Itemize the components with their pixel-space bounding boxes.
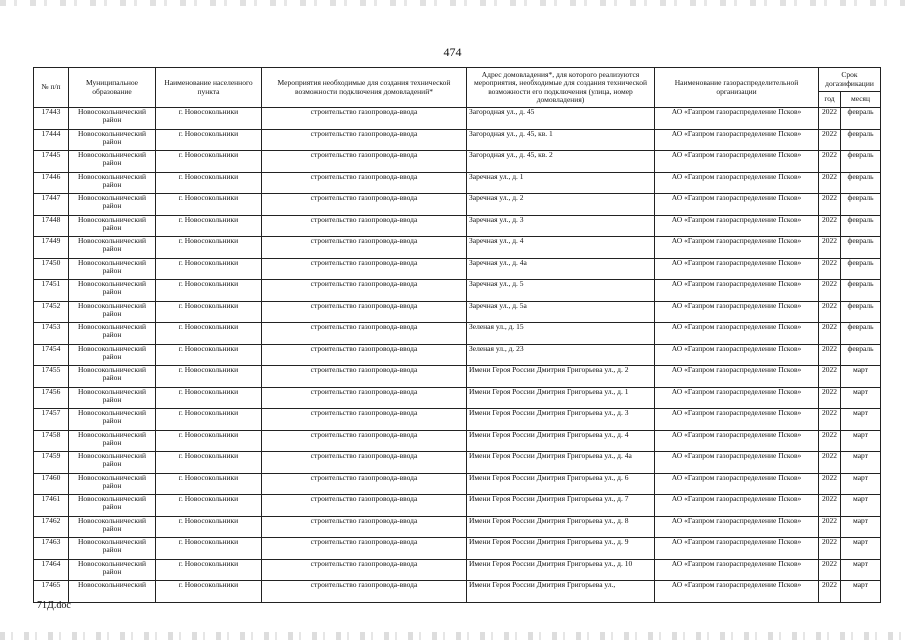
row-month: февраль bbox=[841, 108, 881, 130]
row-month: февраль bbox=[841, 172, 881, 194]
row-address: Заречная ул., д. 4 bbox=[467, 237, 655, 259]
row-gdo: АО «Газпром газораспределение Псков» bbox=[655, 538, 819, 560]
row-measure: строительство газопровода-ввода bbox=[262, 258, 467, 280]
row-settlement: г. Новосокольники bbox=[156, 237, 262, 259]
row-settlement: г. Новосокольники bbox=[156, 280, 262, 302]
row-gdo: АО «Газпром газораспределение Псков» bbox=[655, 108, 819, 130]
row-address: Имени Героя России Дмитрия Григорьева ул., д. 4а bbox=[467, 452, 655, 474]
row-month: март bbox=[841, 473, 881, 495]
row-municipality: Новосокольнический район bbox=[69, 258, 156, 280]
row-month: февраль bbox=[841, 129, 881, 151]
row-municipality: Новосокольнический район bbox=[69, 516, 156, 538]
row-gdo: АО «Газпром газораспределение Псков» bbox=[655, 581, 819, 603]
table-row bbox=[34, 237, 881, 259]
row-address: Имени Героя России Дмитрия Григорьева ул., д. 3 bbox=[467, 409, 655, 431]
row-number: 17459 bbox=[34, 452, 69, 474]
table-row bbox=[34, 516, 881, 538]
table-row bbox=[34, 194, 881, 216]
row-year: 2022 bbox=[819, 430, 841, 452]
row-address: Заречная ул., д. 5 bbox=[467, 280, 655, 302]
row-year: 2022 bbox=[819, 108, 841, 130]
row-measure: строительство газопровода-ввода bbox=[262, 323, 467, 345]
row-month: март bbox=[841, 559, 881, 581]
row-month: февраль bbox=[841, 258, 881, 280]
row-gdo: АО «Газпром газораспределение Псков» bbox=[655, 516, 819, 538]
row-measure: строительство газопровода-ввода bbox=[262, 473, 467, 495]
row-year: 2022 bbox=[819, 495, 841, 517]
row-municipality: Новосокольнический bbox=[69, 581, 156, 603]
row-year: 2022 bbox=[819, 538, 841, 560]
row-municipality: Новосокольнический район bbox=[69, 215, 156, 237]
row-year: 2022 bbox=[819, 452, 841, 474]
row-month: март bbox=[841, 538, 881, 560]
header-address: Адрес домовладения*, для которого реализуются мероприятия, необходимые для создания технической возможности его подключения (улица, номер домовладения) bbox=[467, 68, 655, 108]
row-municipality: Новосокольнический район bbox=[69, 151, 156, 173]
row-year: 2022 bbox=[819, 280, 841, 302]
row-measure: строительство газопровода-ввода bbox=[262, 581, 467, 603]
row-municipality: Новосокольнический район bbox=[69, 194, 156, 216]
row-year: 2022 bbox=[819, 237, 841, 259]
header-num: № п/п bbox=[34, 68, 69, 108]
scan-noise-top bbox=[0, 0, 905, 6]
row-settlement: г. Новосокольники bbox=[156, 581, 262, 603]
row-settlement: г. Новосокольники bbox=[156, 495, 262, 517]
row-number: 17446 bbox=[34, 172, 69, 194]
row-number: 17462 bbox=[34, 516, 69, 538]
row-measure: строительство газопровода-ввода bbox=[262, 129, 467, 151]
row-measure: строительство газопровода-ввода bbox=[262, 430, 467, 452]
row-gdo: АО «Газпром газораспределение Псков» bbox=[655, 495, 819, 517]
row-year: 2022 bbox=[819, 151, 841, 173]
table-row bbox=[34, 301, 881, 323]
row-number: 17450 bbox=[34, 258, 69, 280]
row-year: 2022 bbox=[819, 473, 841, 495]
row-number: 17456 bbox=[34, 387, 69, 409]
row-gdo: АО «Газпром газораспределение Псков» bbox=[655, 194, 819, 216]
row-municipality: Новосокольнический район bbox=[69, 108, 156, 130]
row-gdo: АО «Газпром газораспределение Псков» bbox=[655, 258, 819, 280]
page-number: 474 bbox=[443, 45, 462, 59]
row-month: февраль bbox=[841, 151, 881, 173]
row-year: 2022 bbox=[819, 323, 841, 345]
row-address: Заречная ул., д. 3 bbox=[467, 215, 655, 237]
row-gdo: АО «Газпром газораспределение Псков» bbox=[655, 129, 819, 151]
row-gdo: АО «Газпром газораспределение Псков» bbox=[655, 473, 819, 495]
header-measures: Мероприятия необходимые для создания технической возможности подключения домовладений* bbox=[262, 68, 467, 108]
table-row bbox=[34, 452, 881, 474]
footer-filename: 71Д.doc bbox=[37, 600, 71, 611]
row-month: февраль bbox=[841, 344, 881, 366]
row-year: 2022 bbox=[819, 129, 841, 151]
row-year: 2022 bbox=[819, 581, 841, 603]
row-address: Заречная ул., д. 4а bbox=[467, 258, 655, 280]
row-gdo: АО «Газпром газораспределение Псков» bbox=[655, 151, 819, 173]
table-row bbox=[34, 366, 881, 388]
row-number: 17454 bbox=[34, 344, 69, 366]
row-gdo: АО «Газпром газораспределение Псков» bbox=[655, 301, 819, 323]
row-municipality: Новосокольнический район bbox=[69, 538, 156, 560]
row-municipality: Новосокольнический район bbox=[69, 495, 156, 517]
row-year: 2022 bbox=[819, 387, 841, 409]
table-row bbox=[34, 108, 881, 130]
row-gdo: АО «Газпром газораспределение Псков» bbox=[655, 237, 819, 259]
row-number: 17464 bbox=[34, 559, 69, 581]
row-month: март bbox=[841, 387, 881, 409]
row-municipality: Новосокольнический район bbox=[69, 409, 156, 431]
row-year: 2022 bbox=[819, 194, 841, 216]
row-year: 2022 bbox=[819, 172, 841, 194]
row-number: 17453 bbox=[34, 323, 69, 345]
row-municipality: Новосокольнический район bbox=[69, 237, 156, 259]
row-month: февраль bbox=[841, 280, 881, 302]
row-settlement: г. Новосокольники bbox=[156, 452, 262, 474]
row-number: 17455 bbox=[34, 366, 69, 388]
row-municipality: Новосокольнический район bbox=[69, 172, 156, 194]
row-municipality: Новосокольнический район bbox=[69, 473, 156, 495]
row-municipality: Новосокольнический район bbox=[69, 366, 156, 388]
row-address: Имени Героя России Дмитрия Григорьева ул., д. 7 bbox=[467, 495, 655, 517]
row-address: Заречная ул., д. 2 bbox=[467, 194, 655, 216]
row-municipality: Новосокольнический район bbox=[69, 301, 156, 323]
table-row bbox=[34, 559, 881, 581]
row-number: 17448 bbox=[34, 215, 69, 237]
row-year: 2022 bbox=[819, 559, 841, 581]
row-address: Зеленая ул., д. 15 bbox=[467, 323, 655, 345]
table-row bbox=[34, 129, 881, 151]
table-row bbox=[34, 344, 881, 366]
row-year: 2022 bbox=[819, 409, 841, 431]
row-settlement: г. Новосокольники bbox=[156, 430, 262, 452]
row-gdo: АО «Газпром газораспределение Псков» bbox=[655, 323, 819, 345]
row-month: февраль bbox=[841, 215, 881, 237]
header-year: год bbox=[819, 92, 841, 108]
scan-noise-bottom bbox=[0, 632, 905, 640]
row-gdo: АО «Газпром газораспределение Псков» bbox=[655, 452, 819, 474]
table-row bbox=[34, 538, 881, 560]
row-settlement: г. Новосокольники bbox=[156, 344, 262, 366]
row-municipality: Новосокольнический район bbox=[69, 387, 156, 409]
row-address: Загородная ул., д. 45, кв. 2 bbox=[467, 151, 655, 173]
row-settlement: г. Новосокольники bbox=[156, 366, 262, 388]
gasification-table bbox=[33, 67, 881, 603]
header-gdo: Наименование газораспределительной организации bbox=[655, 68, 819, 108]
table-row bbox=[34, 151, 881, 173]
row-measure: строительство газопровода-ввода bbox=[262, 108, 467, 130]
row-month: март bbox=[841, 495, 881, 517]
row-number: 17461 bbox=[34, 495, 69, 517]
row-address: Имени Героя России Дмитрия Григорьева ул., д. 4 bbox=[467, 430, 655, 452]
row-number: 17449 bbox=[34, 237, 69, 259]
row-address: Загородная ул., д. 45, кв. 1 bbox=[467, 129, 655, 151]
header-deadline: Срок догазификации bbox=[819, 68, 881, 92]
row-municipality: Новосокольнический район bbox=[69, 323, 156, 345]
row-measure: строительство газопровода-ввода bbox=[262, 215, 467, 237]
row-address: Имени Героя России Дмитрия Григорьева ул., д. 8 bbox=[467, 516, 655, 538]
row-address: Имени Героя России Дмитрия Григорьева ул., д. 6 bbox=[467, 473, 655, 495]
table-row bbox=[34, 258, 881, 280]
row-number: 17445 bbox=[34, 151, 69, 173]
table-row bbox=[34, 473, 881, 495]
row-measure: строительство газопровода-ввода bbox=[262, 301, 467, 323]
row-settlement: г. Новосокольники bbox=[156, 108, 262, 130]
table-header bbox=[34, 68, 881, 108]
row-address: Заречная ул., д. 5а bbox=[467, 301, 655, 323]
table-row bbox=[34, 323, 881, 345]
row-month: март bbox=[841, 581, 881, 603]
row-month: март bbox=[841, 516, 881, 538]
row-measure: строительство газопровода-ввода bbox=[262, 237, 467, 259]
row-settlement: г. Новосокольники bbox=[156, 172, 262, 194]
row-settlement: г. Новосокольники bbox=[156, 301, 262, 323]
row-gdo: АО «Газпром газораспределение Псков» bbox=[655, 387, 819, 409]
row-month: февраль bbox=[841, 237, 881, 259]
row-gdo: АО «Газпром газораспределение Псков» bbox=[655, 430, 819, 452]
header-month: месяц bbox=[841, 92, 881, 108]
row-number: 17463 bbox=[34, 538, 69, 560]
row-gdo: АО «Газпром газораспределение Псков» bbox=[655, 366, 819, 388]
row-number: 17458 bbox=[34, 430, 69, 452]
row-settlement: г. Новосокольники bbox=[156, 258, 262, 280]
row-gdo: АО «Газпром газораспределение Псков» bbox=[655, 344, 819, 366]
table-row bbox=[34, 387, 881, 409]
row-address: Зеленая ул., д. 23 bbox=[467, 344, 655, 366]
row-number: 17451 bbox=[34, 280, 69, 302]
row-municipality: Новосокольнический район bbox=[69, 280, 156, 302]
row-municipality: Новосокольнический район bbox=[69, 344, 156, 366]
row-measure: строительство газопровода-ввода bbox=[262, 280, 467, 302]
row-measure: строительство газопровода-ввода bbox=[262, 538, 467, 560]
row-gdo: АО «Газпром газораспределение Псков» bbox=[655, 172, 819, 194]
row-municipality: Новосокольнический район bbox=[69, 129, 156, 151]
row-municipality: Новосокольнический район bbox=[69, 430, 156, 452]
row-address: Заречная ул., д. 1 bbox=[467, 172, 655, 194]
table-body bbox=[34, 108, 881, 603]
row-year: 2022 bbox=[819, 258, 841, 280]
row-year: 2022 bbox=[819, 366, 841, 388]
row-measure: строительство газопровода-ввода bbox=[262, 387, 467, 409]
row-gdo: АО «Газпром газораспределение Псков» bbox=[655, 409, 819, 431]
row-settlement: г. Новосокольники bbox=[156, 387, 262, 409]
table-row bbox=[34, 581, 881, 603]
row-settlement: г. Новосокольники bbox=[156, 215, 262, 237]
table-row bbox=[34, 430, 881, 452]
row-municipality: Новосокольнический район bbox=[69, 559, 156, 581]
row-address: Имени Героя России Дмитрия Григорьева ул., д. 2 bbox=[467, 366, 655, 388]
row-measure: строительство газопровода-ввода bbox=[262, 495, 467, 517]
row-settlement: г. Новосокольники bbox=[156, 323, 262, 345]
row-settlement: г. Новосокольники bbox=[156, 409, 262, 431]
row-month: февраль bbox=[841, 301, 881, 323]
row-number: 17444 bbox=[34, 129, 69, 151]
row-gdo: АО «Газпром газораспределение Псков» bbox=[655, 559, 819, 581]
row-settlement: г. Новосокольники bbox=[156, 129, 262, 151]
row-measure: строительство газопровода-ввода bbox=[262, 344, 467, 366]
row-measure: строительство газопровода-ввода bbox=[262, 172, 467, 194]
row-month: февраль bbox=[841, 323, 881, 345]
row-settlement: г. Новосокольники bbox=[156, 151, 262, 173]
row-measure: строительство газопровода-ввода bbox=[262, 151, 467, 173]
row-settlement: г. Новосокольники bbox=[156, 473, 262, 495]
row-measure: строительство газопровода-ввода bbox=[262, 516, 467, 538]
row-address: Имени Героя России Дмитрия Григорьева ул., д. 9 bbox=[467, 538, 655, 560]
row-address: Имени Героя России Дмитрия Григорьева ул., д. 10 bbox=[467, 559, 655, 581]
row-year: 2022 bbox=[819, 344, 841, 366]
row-municipality: Новосокольнический район bbox=[69, 452, 156, 474]
row-gdo: АО «Газпром газораспределение Псков» bbox=[655, 215, 819, 237]
row-measure: строительство газопровода-ввода bbox=[262, 409, 467, 431]
row-address: Загородная ул., д. 45 bbox=[467, 108, 655, 130]
table-row bbox=[34, 495, 881, 517]
header-municipality: Муниципальное образование bbox=[69, 68, 156, 108]
row-gdo: АО «Газпром газораспределение Псков» bbox=[655, 280, 819, 302]
row-address: Имени Героя России Дмитрия Григорьева ул., д. 1 bbox=[467, 387, 655, 409]
table-row bbox=[34, 280, 881, 302]
table-row bbox=[34, 172, 881, 194]
table-row bbox=[34, 215, 881, 237]
row-settlement: г. Новосокольники bbox=[156, 559, 262, 581]
row-measure: строительство газопровода-ввода bbox=[262, 194, 467, 216]
row-measure: строительство газопровода-ввода bbox=[262, 452, 467, 474]
header-settlement: Наименование населенного пункта bbox=[156, 68, 262, 108]
row-number: 17460 bbox=[34, 473, 69, 495]
row-number: 17443 bbox=[34, 108, 69, 130]
row-measure: строительство газопровода-ввода bbox=[262, 559, 467, 581]
row-number: 17447 bbox=[34, 194, 69, 216]
row-month: март bbox=[841, 452, 881, 474]
row-month: март bbox=[841, 409, 881, 431]
row-year: 2022 bbox=[819, 215, 841, 237]
row-measure: строительство газопровода-ввода bbox=[262, 366, 467, 388]
row-number: 17465 bbox=[34, 581, 69, 603]
row-number: 17457 bbox=[34, 409, 69, 431]
row-month: март bbox=[841, 366, 881, 388]
row-month: март bbox=[841, 430, 881, 452]
row-month: февраль bbox=[841, 194, 881, 216]
table-row bbox=[34, 409, 881, 431]
row-settlement: г. Новосокольники bbox=[156, 194, 262, 216]
row-number: 17452 bbox=[34, 301, 69, 323]
row-settlement: г. Новосокольники bbox=[156, 516, 262, 538]
row-address: Имени Героя России Дмитрия Григорьева ул., bbox=[467, 581, 655, 603]
row-year: 2022 bbox=[819, 301, 841, 323]
row-year: 2022 bbox=[819, 516, 841, 538]
row-settlement: г. Новосокольники bbox=[156, 538, 262, 560]
